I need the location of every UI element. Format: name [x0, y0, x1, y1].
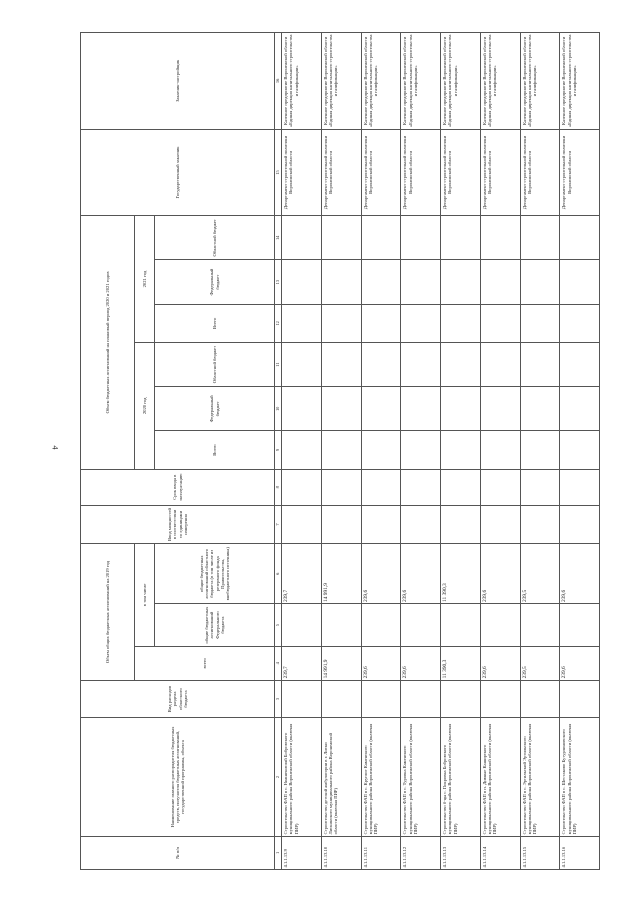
table-row — [560, 33, 600, 870]
cell-vr — [480, 680, 520, 717]
col-number: 16 — [275, 33, 282, 130]
row-number: 4.1.1.13.14 — [480, 836, 520, 869]
cell-2020-obl — [441, 342, 481, 386]
cell-obl-2019: 239,6 — [361, 544, 401, 604]
cell-customer: Департамент строительной политики Воронежской области — [520, 129, 560, 216]
cell-2021-obl — [401, 216, 441, 260]
cell-2020-total — [520, 431, 560, 469]
cell-term — [361, 469, 401, 505]
cell-2020-total — [480, 431, 520, 469]
row-number: 4.1.1.13.11 — [361, 836, 401, 869]
cell-total-2019: 239,6 — [560, 646, 600, 680]
cell-fed-2019 — [401, 604, 441, 646]
cell-2021-total — [401, 304, 441, 342]
col-builder: Заказчик-застройщик — [81, 33, 275, 130]
cell-2021-total — [361, 304, 401, 342]
cell-2020-total — [361, 431, 401, 469]
cell-2020-fed — [441, 387, 481, 431]
row-name: Строительство ФАП в с. Нижнекисляй Бобровского муниципального района Воронежской области (включая ПИР) — [282, 718, 322, 837]
cell-2020-obl — [282, 342, 322, 386]
col-2020-fed: Федеральный бюджет — [155, 387, 275, 431]
row-name: Строительство ФАП в п. Дивные Каширского муниципального района Воронежской области (включая ПИР) — [480, 718, 520, 837]
col-customer: Государственный заказчик — [81, 129, 275, 216]
cell-2021-fed — [480, 260, 520, 304]
cell-customer: Департамент строительной политики Воронежской области — [361, 129, 401, 216]
table-row — [441, 33, 481, 870]
cell-vr — [520, 680, 560, 717]
cell-obl-2019: 14 991,9 — [321, 544, 361, 604]
cell-vr — [321, 680, 361, 717]
col-2020: 2020 год — [135, 342, 155, 469]
cell-2020-obl — [480, 342, 520, 386]
cell-obl-2019: 239,6 — [480, 544, 520, 604]
col-number: 8 — [275, 469, 282, 505]
cell-total-2019: 14 991,9 — [321, 646, 361, 680]
cell-2020-fed — [560, 387, 600, 431]
col-2021-obl: Областной бюджет — [155, 216, 275, 260]
col-2021-fed: Федеральный бюджет — [155, 260, 275, 304]
col-number: 12 — [275, 304, 282, 342]
cell-2021-fed — [401, 260, 441, 304]
col-incl-obl: общие бюджетных ассигнований областного бюджета (в том числе из резервного фонда Правительства, внебюджетного источника) — [155, 544, 275, 604]
cell-builder: Казенное предприятие Воронежской области «Единая дирекция капитального строительства и газификации» — [321, 33, 361, 130]
row-number: 4.1.1.13.10 — [321, 836, 361, 869]
cell-obl-2019: 239,5 — [520, 544, 560, 604]
cell-2021-total — [441, 304, 481, 342]
cell-total-2019: 239,6 — [401, 646, 441, 680]
row-number: 4.1.1.13.15 — [520, 836, 560, 869]
cell-vr — [361, 680, 401, 717]
col-plan: Объем бюджетных ассигнований на плановый период 2020 и 2021 годов — [81, 216, 135, 469]
cell-2021-total — [560, 304, 600, 342]
cell-2021-obl — [282, 216, 322, 260]
cell-obl-2019: 11 390,3 — [441, 544, 481, 604]
cell-obl-2019: 239,6 — [401, 544, 441, 604]
col-number: 13 — [275, 260, 282, 304]
col-term: Срок ввода в эксплуатацию — [81, 469, 275, 505]
col-incl-fed: общие бюджетных ассигнований Федерального бюджета — [155, 604, 275, 646]
cell-2020-obl — [401, 342, 441, 386]
col-capacity: Ввод мощностей в соответствии со единицами измерения — [81, 505, 275, 543]
row-name: Строительство ФАП в с. Туровка Каменского муниципального района Воронежской области (включая ПИР) — [401, 718, 441, 837]
page-number: 4 — [50, 445, 60, 450]
row-name: Строительство ФАП в с. Круглое Каменского муниципального района Воронежской области (включая ПИР) — [361, 718, 401, 837]
cell-2020-obl — [560, 342, 600, 386]
cell-term — [480, 469, 520, 505]
cell-2021-fed — [321, 260, 361, 304]
col-2020-total: Всего — [155, 431, 275, 469]
cell-2020-fed — [361, 387, 401, 431]
cell-2021-fed — [361, 260, 401, 304]
cell-capacity — [480, 505, 520, 543]
col-number: 1 — [275, 836, 282, 869]
col-number: 11 — [275, 342, 282, 386]
cell-total-2019: 11 390,3 — [441, 646, 481, 680]
cell-2021-obl — [480, 216, 520, 260]
cell-term — [560, 469, 600, 505]
col-number: 4 — [275, 646, 282, 680]
budget-table — [80, 32, 600, 870]
cell-2021-obl — [441, 216, 481, 260]
cell-total-2019: 239,6 — [361, 646, 401, 680]
cell-fed-2019 — [520, 604, 560, 646]
cell-term — [401, 469, 441, 505]
cell-obl-2019: 239,6 — [560, 544, 600, 604]
cell-2021-obl — [321, 216, 361, 260]
cell-fed-2019 — [361, 604, 401, 646]
cell-term — [282, 469, 322, 505]
col-number: 2 — [275, 718, 282, 837]
cell-2020-obl — [520, 342, 560, 386]
col-total-2019: Объем общих бюджетных ассигнований на 2019 год — [81, 544, 135, 681]
cell-2021-fed — [441, 260, 481, 304]
cell-2021-fed — [520, 260, 560, 304]
cell-builder: Казенное предприятие Воронежской области «Единая дирекция капитального строительства и газификации» — [441, 33, 481, 130]
cell-term — [441, 469, 481, 505]
cell-fed-2019 — [282, 604, 322, 646]
cell-capacity — [401, 505, 441, 543]
cell-builder: Казенное предприятие Воронежской области «Единая дирекция капитального строительства и газификации» — [520, 33, 560, 130]
cell-capacity — [282, 505, 322, 543]
col-number: 7 — [275, 505, 282, 543]
table-row — [321, 33, 361, 870]
cell-2020-fed — [480, 387, 520, 431]
row-number: 4.1.1.13.12 — [401, 836, 441, 869]
col-number: 3 — [275, 680, 282, 717]
table-row — [401, 33, 441, 870]
row-number: 4.1.1.13.9 — [282, 836, 322, 869]
row-name: Строительство ФАП в с. Эртильский Эртильского муниципального района Воронежской области (включая ПИР) — [520, 718, 560, 837]
col-number: 14 — [275, 216, 282, 260]
cell-vr — [441, 680, 481, 717]
cell-term — [321, 469, 361, 505]
row-number: 4.1.1.13.13 — [441, 836, 481, 869]
cell-capacity — [441, 505, 481, 543]
rotated-page — [80, 32, 600, 870]
row-number: 4.1.1.13.16 — [560, 836, 600, 869]
cell-builder: Казенное предприятие Воронежской области «Единая дирекция капитального строительства и газификации» — [282, 33, 322, 130]
cell-fed-2019 — [441, 604, 481, 646]
cell-total-2019: 239,7 — [282, 646, 322, 680]
cell-2021-obl — [361, 216, 401, 260]
table-row — [480, 33, 520, 870]
cell-fed-2019 — [480, 604, 520, 646]
col-number: 5 — [275, 604, 282, 646]
cell-builder: Казенное предприятие Воронежской области «Единая дирекция капитального строительства и газификации» — [480, 33, 520, 130]
cell-2020-fed — [401, 387, 441, 431]
cell-2021-fed — [560, 260, 600, 304]
row-name: Строительство детской амбулатории в г. Лиски Лискинского муниципального района Воронежской области (включая ПИР) — [321, 718, 361, 837]
cell-2020-total — [321, 431, 361, 469]
cell-2021-fed — [282, 260, 322, 304]
col-number: 9 — [275, 431, 282, 469]
table-row — [520, 33, 560, 870]
cell-capacity — [520, 505, 560, 543]
cell-2021-obl — [520, 216, 560, 260]
cell-builder: Казенное предприятие Воронежской области «Единая дирекция капитального строительства и газификации» — [560, 33, 600, 130]
cell-builder: Казенное предприятие Воронежской области «Единая дирекция капитального строительства и газификации» — [401, 33, 441, 130]
col-2021: 2021 год — [135, 216, 155, 343]
cell-2021-total — [282, 304, 322, 342]
cell-fed-2019 — [560, 604, 600, 646]
cell-term — [520, 469, 560, 505]
cell-obl-2019: 239,7 — [282, 544, 322, 604]
col-2020-obl: Областной бюджет — [155, 342, 275, 386]
cell-2020-total — [401, 431, 441, 469]
row-name: Строительство б-цы с. Покровка Бобровского муниципального района Воронежской области (включая ПИР) — [441, 718, 481, 837]
cell-2020-obl — [361, 342, 401, 386]
cell-vr — [401, 680, 441, 717]
cell-fed-2019 — [321, 604, 361, 646]
cell-builder: Казенное предприятие Воронежской области «Единая дирекция капитального строительства и газификации» — [361, 33, 401, 130]
col-all: всего — [135, 646, 275, 680]
col-vr: Вид расходов раздела областного бюджета — [81, 680, 275, 717]
row-name: Строительство ФАП в с. Шестаково Бутурлиновского муниципального района Воронежской области (включая ПИР) — [560, 718, 600, 837]
cell-vr — [560, 680, 600, 717]
cell-2020-obl — [321, 342, 361, 386]
cell-capacity — [321, 505, 361, 543]
cell-vr — [282, 680, 322, 717]
cell-2020-fed — [282, 387, 322, 431]
col-2021-total: Всего — [155, 304, 275, 342]
cell-2021-total — [520, 304, 560, 342]
cell-customer: Департамент строительной политики Воронежской области — [441, 129, 481, 216]
col-number: 15 — [275, 129, 282, 216]
cell-2020-fed — [321, 387, 361, 431]
col-incl: в том числе — [135, 544, 155, 647]
cell-customer: Департамент строительной политики Воронежской области — [480, 129, 520, 216]
cell-2020-total — [560, 431, 600, 469]
table-row — [282, 33, 322, 870]
cell-2021-obl — [560, 216, 600, 260]
cell-capacity — [361, 505, 401, 543]
cell-2020-fed — [520, 387, 560, 431]
cell-customer: Департамент строительной политики Воронежской области — [401, 129, 441, 216]
cell-total-2019: 239,6 — [480, 646, 520, 680]
col-number: 10 — [275, 387, 282, 431]
cell-2020-total — [441, 431, 481, 469]
cell-customer: Департамент строительной политики Воронежской области — [560, 129, 600, 216]
cell-2021-total — [321, 304, 361, 342]
cell-2020-total — [282, 431, 322, 469]
cell-customer: Департамент строительной политики Воронежской области — [282, 129, 322, 216]
column-number-row — [275, 33, 282, 870]
cell-customer: Департамент строительной политики Воронежской области — [321, 129, 361, 216]
cell-2021-total — [480, 304, 520, 342]
col-number: 6 — [275, 544, 282, 604]
table-row — [361, 33, 401, 870]
cell-capacity — [560, 505, 600, 543]
cell-total-2019: 239,5 — [520, 646, 560, 680]
col-name: Наименование главного распорядителя бюджетных средств, получателя бюджетных ассигнований, государственной программы, объекта — [81, 718, 275, 837]
col-no: № п/п — [81, 836, 275, 869]
